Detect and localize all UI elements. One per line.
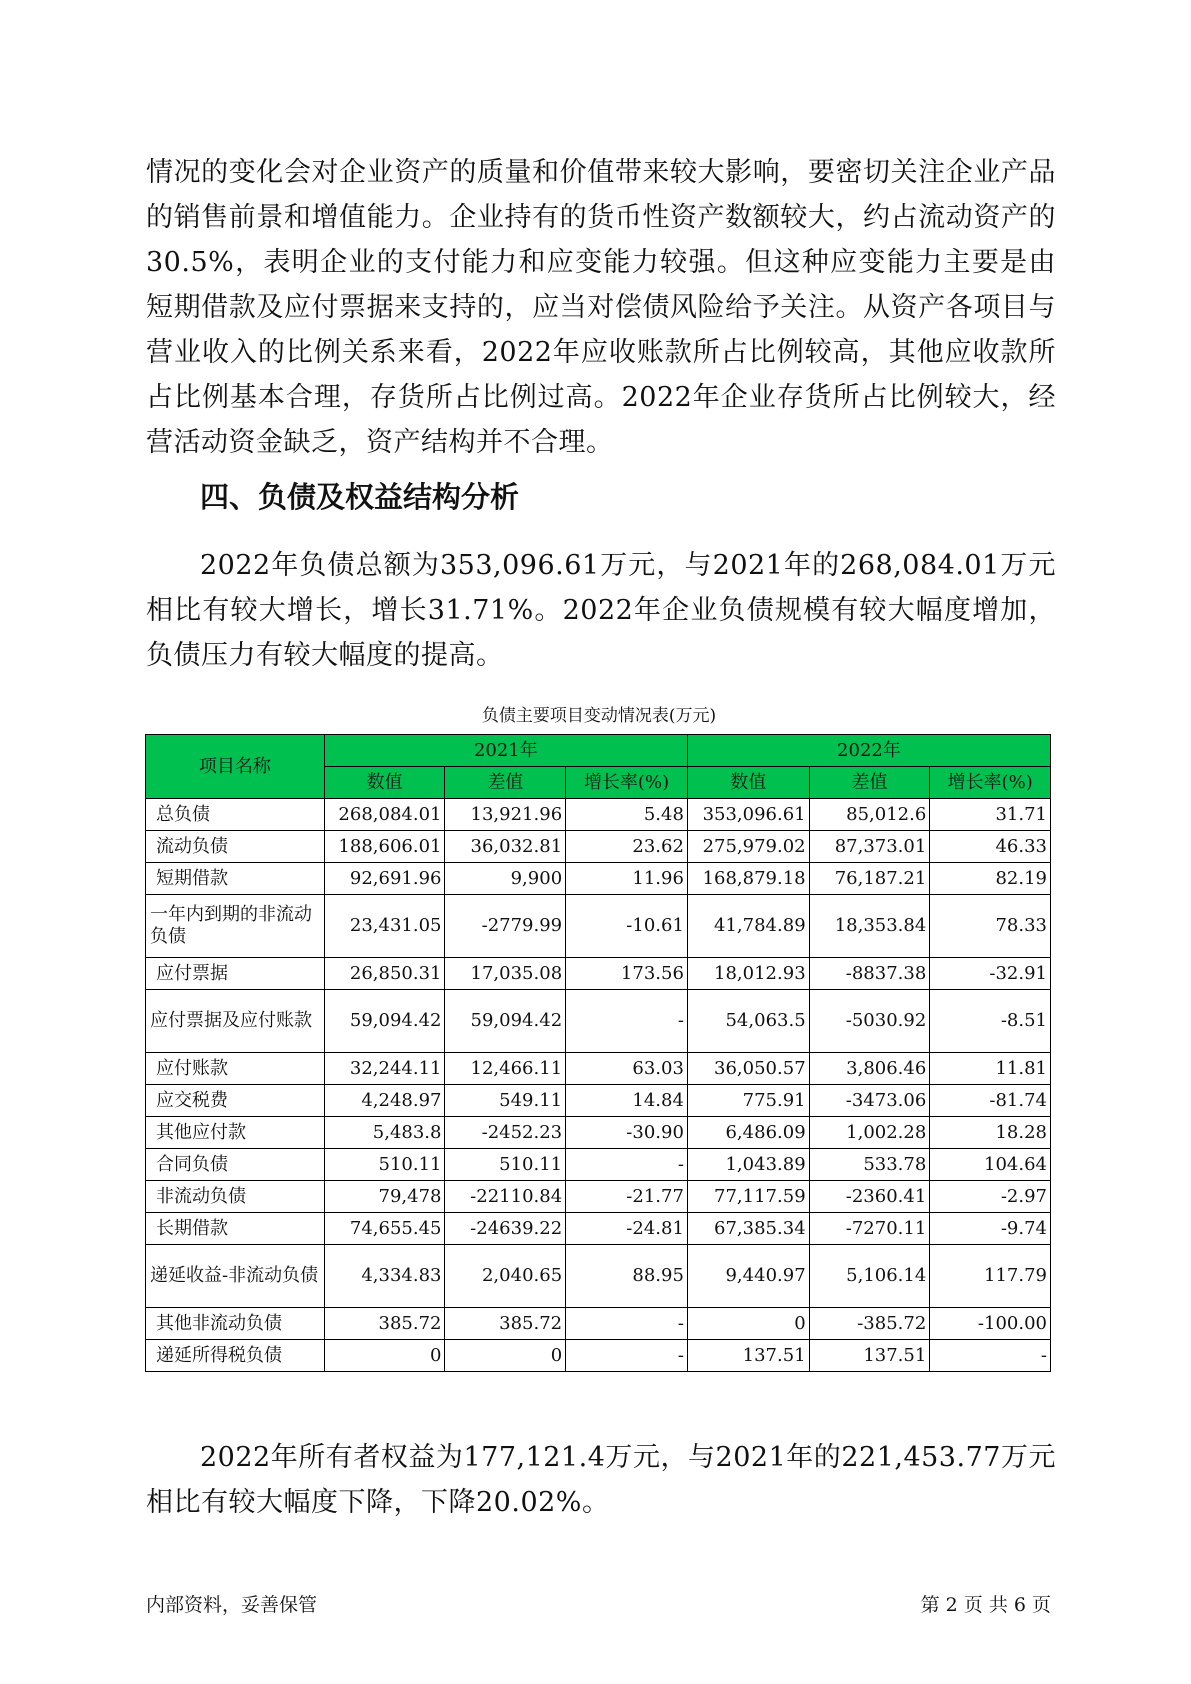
row-name-cell: 非流动负债 — [146, 1181, 325, 1213]
value-2022-cell: 275,979.02 — [687, 831, 809, 863]
rate-2021-cell: 14.84 — [566, 1085, 688, 1117]
diff-2022-cell: 87,373.01 — [809, 831, 930, 863]
row-name-cell: 递延收益-非流动负债 — [146, 1245, 325, 1308]
rate-2022-cell: - — [930, 1340, 1051, 1372]
rate-2022-cell: 117.79 — [930, 1245, 1051, 1308]
value-2022-cell: 36,050.57 — [687, 1053, 809, 1085]
diff-2022-cell: 5,106.14 — [809, 1245, 930, 1308]
diff-2021-cell: 510.11 — [445, 1149, 566, 1181]
diff-2021-cell: 549.11 — [445, 1085, 566, 1117]
rate-2021-cell: 23.62 — [566, 831, 688, 863]
diff-2021-cell: 17,035.08 — [445, 958, 566, 990]
diff-2021-cell: -24639.22 — [445, 1213, 566, 1245]
table-row — [146, 1340, 1051, 1372]
value-2022-cell: 41,784.89 — [687, 895, 809, 958]
paragraph-equity: 2022年所有者权益为177,121.4万元，与2021年的221,453.77万元相比有较大幅度下降，下降20.02%。 — [146, 1442, 1056, 1518]
rate-2022-cell: 104.64 — [930, 1149, 1051, 1181]
table-row — [146, 1117, 1051, 1149]
rate-2022-cell: 46.33 — [930, 831, 1051, 863]
value-2022-cell: 77,117.59 — [687, 1181, 809, 1213]
value-2021-cell: 268,084.01 — [324, 799, 445, 831]
value-2021-cell: 385.72 — [324, 1308, 445, 1340]
row-name-cell: 应付账款 — [146, 1053, 325, 1085]
table-row — [146, 958, 1051, 990]
diff-2022-cell: 18,353.84 — [809, 895, 930, 958]
value-2022-cell: 775.91 — [687, 1085, 809, 1117]
value-2022-cell: 6,486.09 — [687, 1117, 809, 1149]
diff-2021-cell: 59,094.42 — [445, 990, 566, 1053]
table-row — [146, 895, 1051, 958]
rate-2021-cell: - — [566, 1340, 688, 1372]
rate-2021-cell: 11.96 — [566, 863, 688, 895]
rate-2021-cell: -30.90 — [566, 1117, 688, 1149]
section-heading: 四、负债及权益结构分析 — [200, 480, 520, 514]
header-item-name: 项目名称 — [146, 735, 325, 799]
rate-2022-cell: 78.33 — [930, 895, 1051, 958]
row-name-cell: 总负债 — [146, 799, 325, 831]
table-row — [146, 831, 1051, 863]
liability-table — [145, 734, 1051, 1372]
diff-2022-cell: -385.72 — [809, 1308, 930, 1340]
value-2021-cell: 92,691.96 — [324, 863, 445, 895]
header-rate-2021: 增长率(%) — [566, 767, 688, 799]
row-name-cell: 应付票据 — [146, 958, 325, 990]
row-name-cell: 一年内到期的非流动负债 — [146, 895, 325, 958]
rate-2021-cell: 88.95 — [566, 1245, 688, 1308]
diff-2022-cell: 3,806.46 — [809, 1053, 930, 1085]
diff-2022-cell: -8837.38 — [809, 958, 930, 990]
rate-2021-cell: - — [566, 1308, 688, 1340]
value-2021-cell: 0 — [324, 1340, 445, 1372]
diff-2021-cell: -2452.23 — [445, 1117, 566, 1149]
value-2021-cell: 4,248.97 — [324, 1085, 445, 1117]
row-name-cell: 其他非流动负债 — [146, 1308, 325, 1340]
rate-2022-cell: -9.74 — [930, 1213, 1051, 1245]
value-2021-cell: 32,244.11 — [324, 1053, 445, 1085]
diff-2022-cell: 533.78 — [809, 1149, 930, 1181]
paragraph-asset-analysis: 情况的变化会对企业资产的质量和价值带来较大影响，要密切关注企业产品的销售前景和增值能力。企业持有的货币性资产数额较大，约占流动资产的30.5%，表明企业的支付能力和应变能力较强。但这种应变能力主要是由短期借款及应付票据来支持的，应当对偿债风险给予关注。从资产各项目与营业收入的比例关系来看，2022年应收账款所占比例较高，其他应收款所占比例基本合理，存货所占比例过高。2022年企业存货所占比例较大，经营活动资金缺乏，资产结构并不合理。 — [146, 157, 1056, 458]
value-2022-cell: 18,012.93 — [687, 958, 809, 990]
diff-2022-cell: -5030.92 — [809, 990, 930, 1053]
diff-2022-cell: -3473.06 — [809, 1085, 930, 1117]
paragraph-liability-total: 2022年负债总额为353,096.61万元，与2021年的268,084.01万元相比有较大增长，增长31.71%。2022年企业负债规模有较大幅度增加，负债压力有较大幅度的提高。 — [146, 550, 1056, 671]
row-name-cell: 短期借款 — [146, 863, 325, 895]
rate-2022-cell: 18.28 — [930, 1117, 1051, 1149]
row-name-cell: 合同负债 — [146, 1149, 325, 1181]
table-row — [146, 1085, 1051, 1117]
value-2021-cell: 26,850.31 — [324, 958, 445, 990]
header-year-2021: 2021年 — [324, 735, 687, 767]
value-2022-cell: 353,096.61 — [687, 799, 809, 831]
value-2022-cell: 0 — [687, 1308, 809, 1340]
row-name-cell: 递延所得税负债 — [146, 1340, 325, 1372]
diff-2021-cell: 9,900 — [445, 863, 566, 895]
row-name-cell: 应付票据及应付账款 — [146, 990, 325, 1053]
rate-2021-cell: - — [566, 1149, 688, 1181]
value-2022-cell: 1,043.89 — [687, 1149, 809, 1181]
diff-2021-cell: 385.72 — [445, 1308, 566, 1340]
table-row — [146, 1213, 1051, 1245]
value-2021-cell: 79,478 — [324, 1181, 445, 1213]
table-header — [146, 735, 1051, 799]
header-value-2021: 数值 — [324, 767, 445, 799]
header-rate-2022: 增长率(%) — [930, 767, 1051, 799]
table-row — [146, 799, 1051, 831]
table-row — [146, 990, 1051, 1053]
footer-page-number: 第 2 页 共 6 页 — [920, 1594, 1051, 1616]
value-2021-cell: 188,606.01 — [324, 831, 445, 863]
value-2021-cell: 4,334.83 — [324, 1245, 445, 1308]
diff-2022-cell: 1,002.28 — [809, 1117, 930, 1149]
diff-2022-cell: -7270.11 — [809, 1213, 930, 1245]
row-name-cell: 应交税费 — [146, 1085, 325, 1117]
value-2021-cell: 5,483.8 — [324, 1117, 445, 1149]
table-caption: 负债主要项目变动情况表(万元) — [481, 706, 717, 726]
diff-2022-cell: -2360.41 — [809, 1181, 930, 1213]
row-name-cell: 流动负债 — [146, 831, 325, 863]
value-2021-cell: 23,431.05 — [324, 895, 445, 958]
footer-confidential: 内部资料，妥善保管 — [146, 1594, 318, 1616]
header-diff-2021: 差值 — [445, 767, 566, 799]
diff-2022-cell: 76,187.21 — [809, 863, 930, 895]
diff-2021-cell: 0 — [445, 1340, 566, 1372]
diff-2021-cell: 13,921.96 — [445, 799, 566, 831]
table-row — [146, 1181, 1051, 1213]
rate-2022-cell: 31.71 — [930, 799, 1051, 831]
value-2022-cell: 67,385.34 — [687, 1213, 809, 1245]
row-name-cell: 其他应付款 — [146, 1117, 325, 1149]
diff-2021-cell: 2,040.65 — [445, 1245, 566, 1308]
rate-2022-cell: 11.81 — [930, 1053, 1051, 1085]
value-2021-cell: 510.11 — [324, 1149, 445, 1181]
diff-2022-cell: 85,012.6 — [809, 799, 930, 831]
table-body — [146, 799, 1051, 1372]
table-row — [146, 1245, 1051, 1308]
header-diff-2022: 差值 — [809, 767, 930, 799]
diff-2021-cell: -22110.84 — [445, 1181, 566, 1213]
rate-2022-cell: -8.51 — [930, 990, 1051, 1053]
rate-2021-cell: -24.81 — [566, 1213, 688, 1245]
table-row — [146, 1053, 1051, 1085]
diff-2022-cell: 137.51 — [809, 1340, 930, 1372]
diff-2021-cell: 12,466.11 — [445, 1053, 566, 1085]
table-row — [146, 1149, 1051, 1181]
value-2022-cell: 168,879.18 — [687, 863, 809, 895]
rate-2021-cell: 5.48 — [566, 799, 688, 831]
header-year-2022: 2022年 — [687, 735, 1050, 767]
rate-2021-cell: -21.77 — [566, 1181, 688, 1213]
rate-2022-cell: -100.00 — [930, 1308, 1051, 1340]
value-2022-cell: 137.51 — [687, 1340, 809, 1372]
rate-2021-cell: 173.56 — [566, 958, 688, 990]
row-name-cell: 长期借款 — [146, 1213, 325, 1245]
diff-2021-cell: -2779.99 — [445, 895, 566, 958]
value-2021-cell: 74,655.45 — [324, 1213, 445, 1245]
value-2022-cell: 9,440.97 — [687, 1245, 809, 1308]
rate-2022-cell: -32.91 — [930, 958, 1051, 990]
diff-2021-cell: 36,032.81 — [445, 831, 566, 863]
table-row — [146, 1308, 1051, 1340]
value-2021-cell: 59,094.42 — [324, 990, 445, 1053]
rate-2022-cell: -81.74 — [930, 1085, 1051, 1117]
rate-2021-cell: - — [566, 990, 688, 1053]
value-2022-cell: 54,063.5 — [687, 990, 809, 1053]
rate-2022-cell: 82.19 — [930, 863, 1051, 895]
rate-2022-cell: -2.97 — [930, 1181, 1051, 1213]
header-value-2022: 数值 — [687, 767, 809, 799]
rate-2021-cell: 63.03 — [566, 1053, 688, 1085]
table-row — [146, 863, 1051, 895]
rate-2021-cell: -10.61 — [566, 895, 688, 958]
